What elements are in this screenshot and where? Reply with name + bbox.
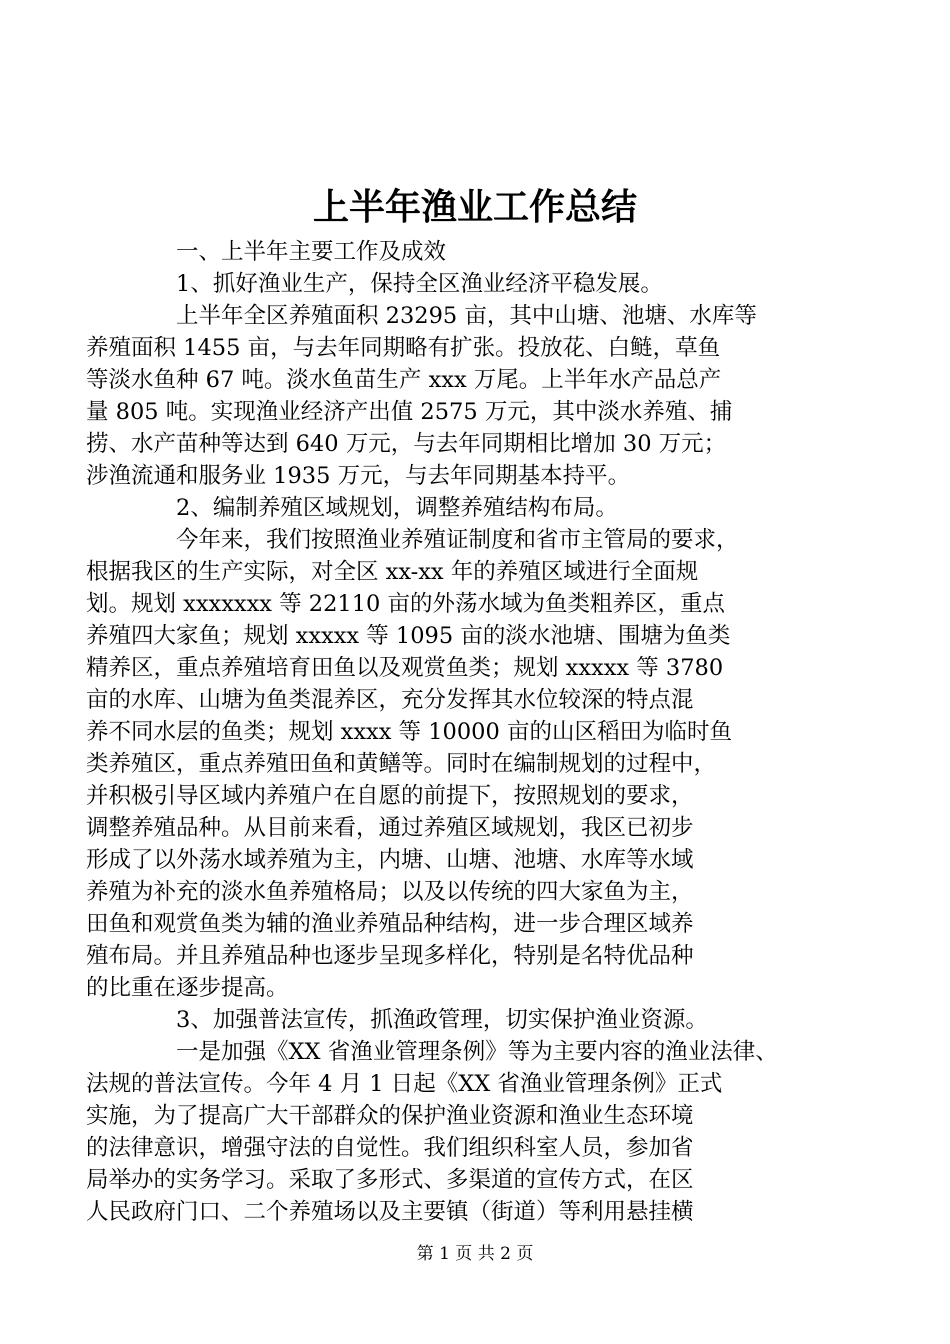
paragraph: [86, 1036, 831, 1228]
text-line: 1、抓好渔业生产，保持全区渔业经济平稳发展。: [176, 271, 663, 297]
text-line: 2、编制养殖区域规划，调整养殖结构布局。: [176, 495, 618, 521]
text-line: 类养殖区，重点养殖田鱼和黄鳝等。同时在编制规划的过程中，: [86, 751, 717, 777]
text-line: 殖布局。并且养殖品种也逐步呈现多样化，特别是名特优品种: [86, 943, 694, 969]
text-line: 人民政府门口、二个养殖场以及主要镇（街道）等利用悬挂横: [86, 1199, 694, 1225]
paragraph: [131, 268, 831, 300]
paragraph: [86, 300, 831, 492]
text-line: 精养区，重点养殖培育田鱼以及观赏鱼类；规划 xxxxx 等 3780: [86, 655, 724, 681]
page-footer: 第 1 页 共 2 页: [416, 1244, 534, 1264]
text-line: 等淡水鱼种 67 吨。淡水鱼苗生产 xxx 万尾。上半年水产品总产: [86, 367, 722, 393]
text-line: 调整养殖品种。从目前来看，通过养殖区域规划，我区已初步: [86, 815, 694, 841]
text-line: 划。规划 xxxxxxx 等 22110 亩的外荡水域为鱼类粗养区，重点: [86, 591, 726, 617]
text-line: 养殖四大家鱼；规划 xxxxx 等 1095 亩的淡水池塘、围塘为鱼类: [86, 623, 731, 649]
text-line: 养殖为补充的淡水鱼养殖格局；以及以传统的四大家鱼为主，: [86, 879, 694, 905]
text-line: 形成了以外荡水域养殖为主，内塘、山塘、池塘、水库等水域: [86, 847, 694, 873]
text-line: 实施，为了提高广大干部群众的保护渔业资源和渔业生态环境: [86, 1103, 694, 1129]
paragraph: [131, 492, 831, 524]
paragraph: [131, 1004, 831, 1036]
text-line: 局举办的实务学习。采取了多形式、多渠道的宣传方式，在区: [86, 1167, 694, 1193]
text-line: 法规的普法宣传。今年 4 月 1 日起《XX 省渔业管理条例》正式: [86, 1071, 723, 1097]
text-line: 捞、水产苗种等达到 640 万元，与去年同期相比增加 30 万元；: [86, 431, 727, 457]
text-line: 养不同水层的鱼类；规划 xxxx 等 10000 亩的山区稻田为临时鱼: [86, 719, 732, 745]
text-line: 根据我区的生产实际，对全区 xx-xx 年的养殖区域进行全面规: [86, 559, 699, 585]
text-line: 3、加强普法宣传，抓渔政管理，切实保护渔业资源。: [176, 1007, 708, 1033]
text-line: 的比重在逐步提高。: [86, 975, 289, 1001]
page-title: 上半年渔业工作总结: [312, 187, 637, 228]
text-line: 一、上半年主要工作及成效: [176, 239, 447, 265]
paragraph: [131, 236, 831, 268]
paragraph: [86, 524, 831, 1004]
text-line: 田鱼和观赏鱼类为辅的渔业养殖品种结构，进一步合理区域养: [86, 911, 694, 937]
text-line: 涉渔流通和服务业 1935 万元，与去年同期基本持平。: [86, 463, 631, 489]
text-line: 今年来，我们按照渔业养殖证制度和省市主管局的要求，: [176, 527, 739, 553]
text-line: 量 805 吨。实现渔业经济产出值 2575 万元，其中淡水养殖、捕: [86, 399, 733, 425]
text-line: 养殖面积 1455 亩，与去年同期略有扩张。投放花、白鲢，草鱼: [86, 335, 721, 361]
document-body: [86, 236, 831, 1228]
text-line: 并积极引导区域内养殖户在自愿的前提下，按照规划的要求，: [86, 783, 694, 809]
text-line: 亩的水库、山塘为鱼类混养区，充分发挥其水位较深的特点混: [86, 687, 694, 713]
text-line: 的法律意识，增强守法的自觉性。我们组织科室人员，参加省: [86, 1135, 694, 1161]
text-line: 一是加强《XX 省渔业管理条例》等为主要内容的渔业法律、: [176, 1039, 778, 1065]
text-line: 上半年全区养殖面积 23295 亩，其中山塘、池塘、水库等: [176, 303, 757, 329]
